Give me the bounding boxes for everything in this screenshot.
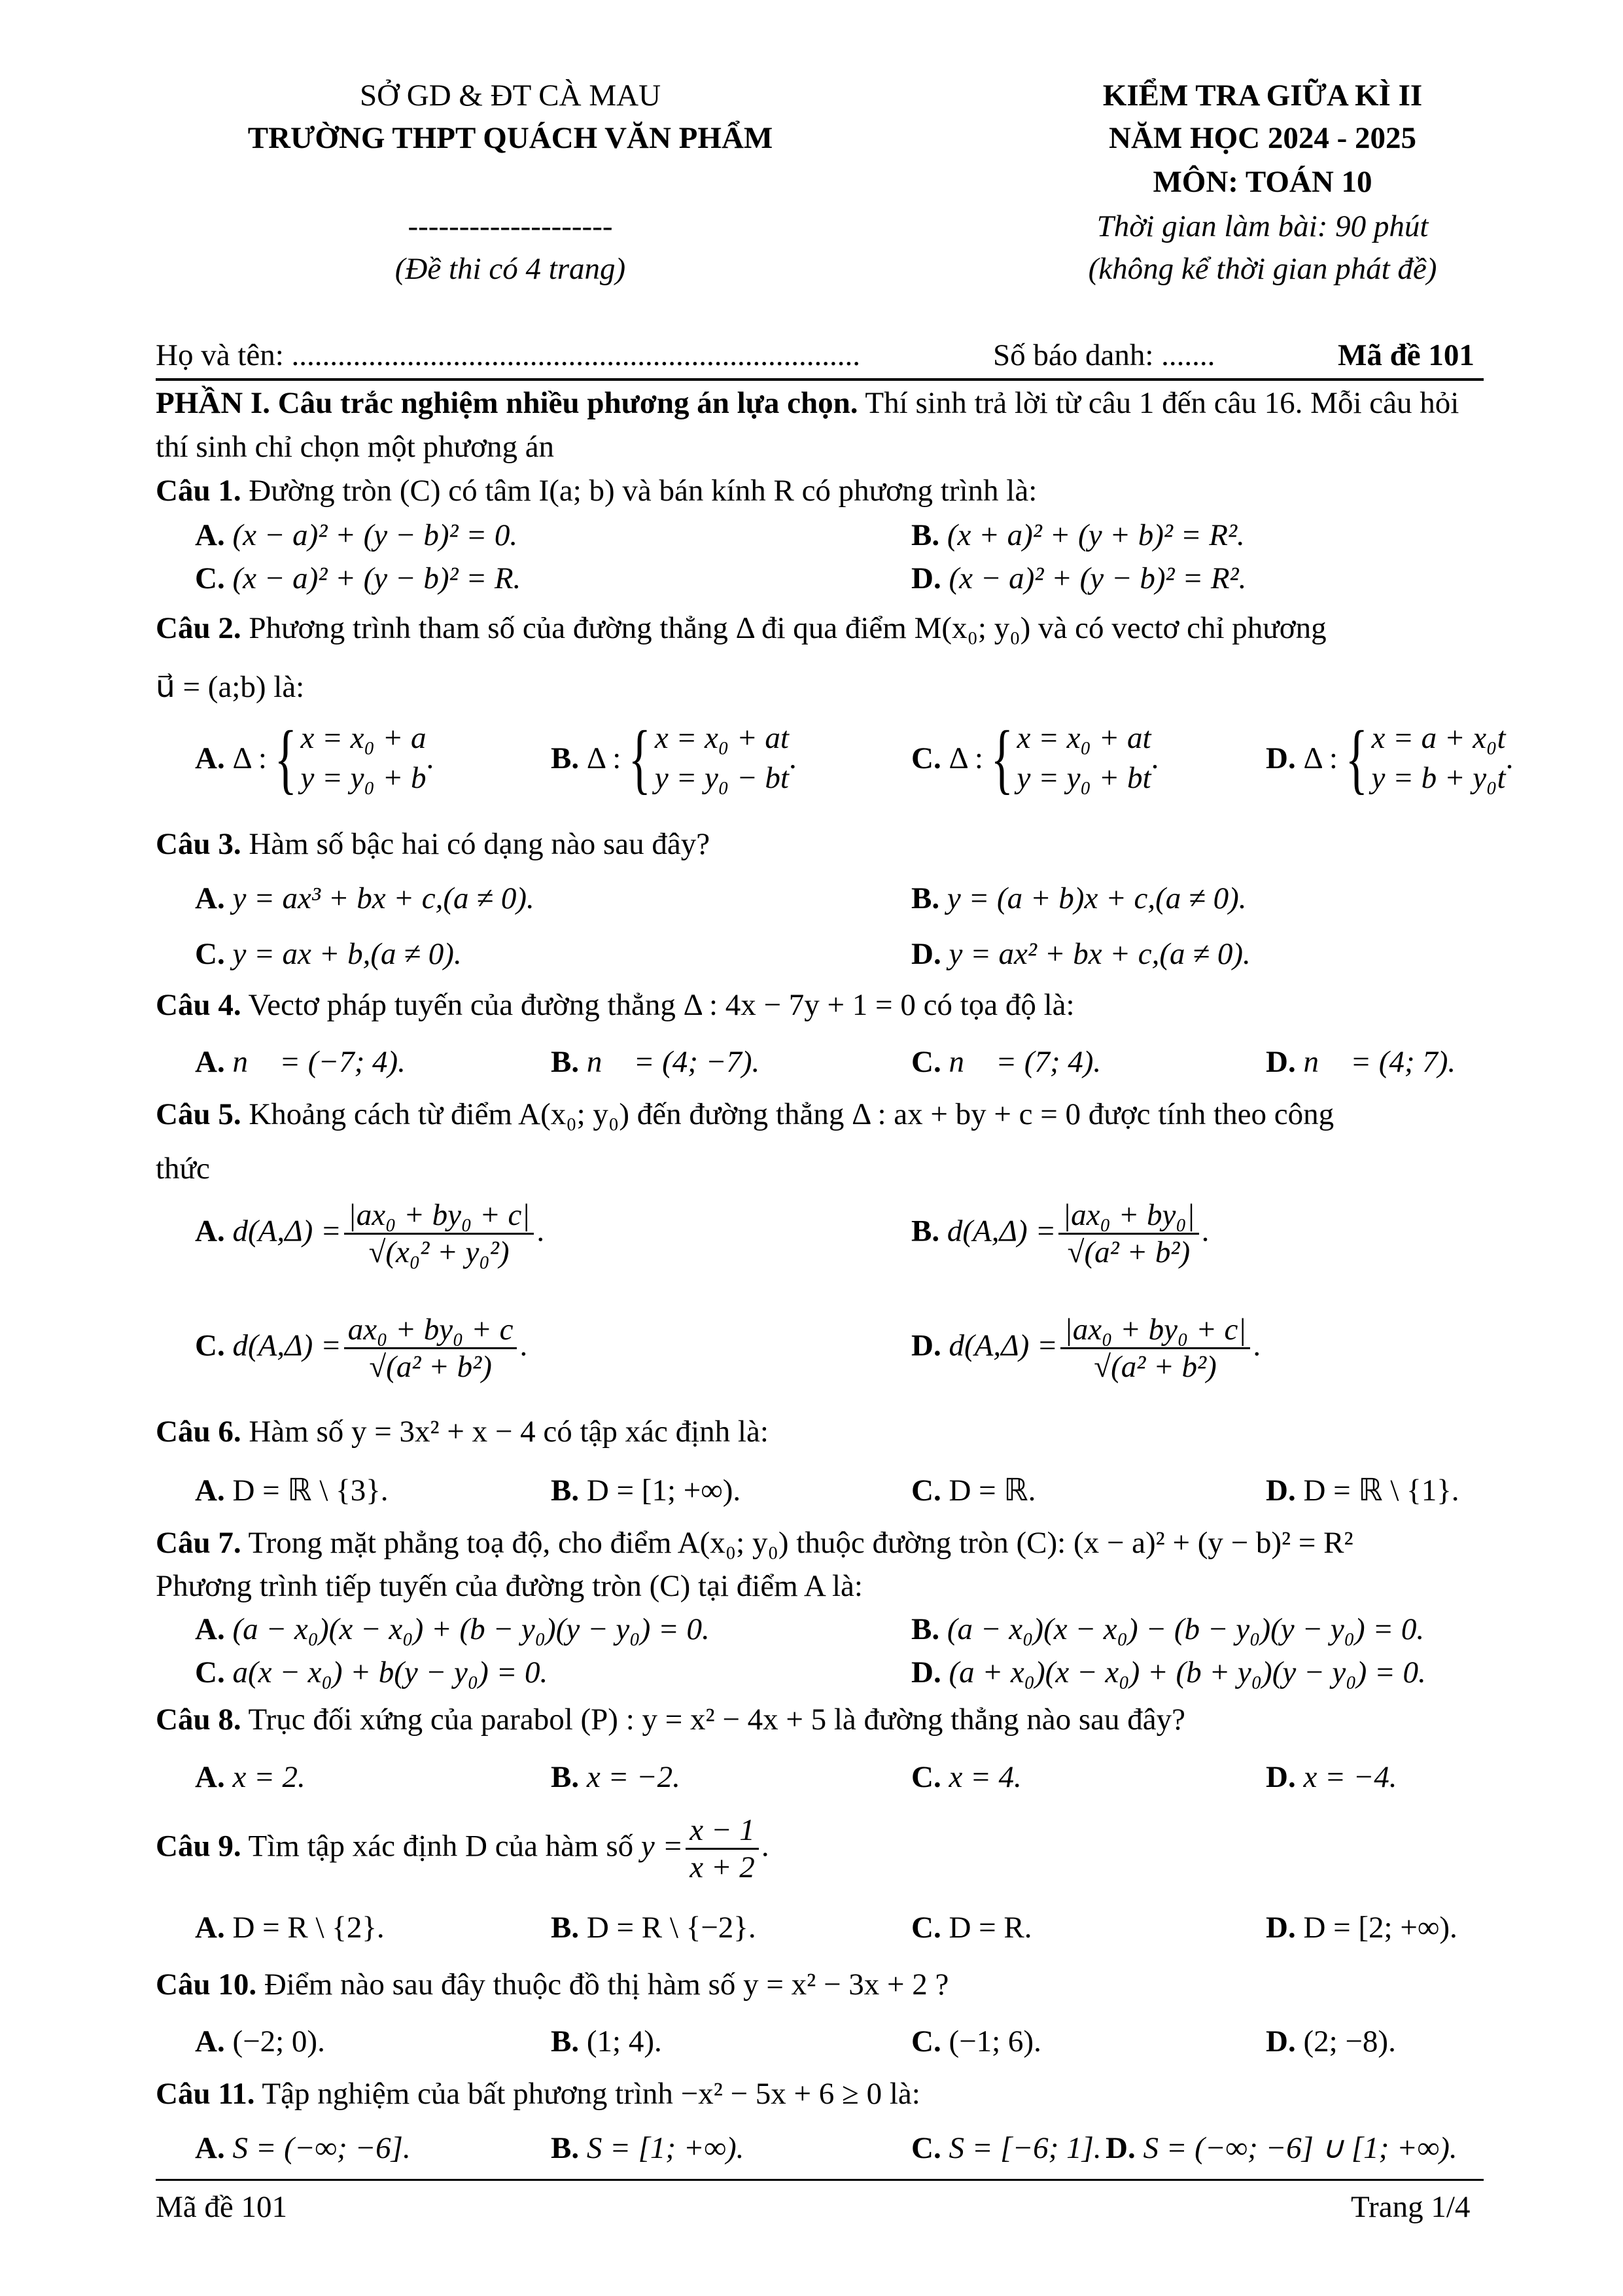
q6-option-a[interactable]: [195, 1472, 389, 1509]
q9-stem: Câu 9. Tìm tập xác định D của hàm số y = $\frac{x - 1}{x + 2}$ .: [156, 1813, 769, 1885]
option-text: (a + x₀)(x − x₀) + (b + y₀)(y − y₀) = 0.: [949, 1655, 1426, 1689]
option-text: n⃗ = (4; −7).: [586, 1045, 760, 1079]
system-row: x = x₀ + at: [654, 721, 789, 755]
q7-option-c[interactable]: [195, 1654, 548, 1691]
fraction-denominator: x + 2: [689, 1850, 755, 1885]
option-text: D = R \ {2}.: [232, 1911, 385, 1945]
q1-text: Đường tròn (C) có tâm I(a; b) và bán kính R có phương trình là:: [241, 474, 1038, 508]
option-letter: B.: [551, 2131, 580, 2165]
option-letter: C.: [911, 2131, 941, 2165]
option-letter: A.: [195, 2024, 225, 2058]
q8-option-b[interactable]: [551, 1759, 680, 1795]
part1-desc: Thí sinh trả lời từ câu 1 đến câu 16. Mỗi câu hỏi: [858, 386, 1459, 420]
option-text: D = R.: [949, 1911, 1032, 1945]
option-letter: D.: [1106, 2131, 1136, 2165]
header-divider: [156, 378, 1484, 381]
q6-text: Hàm số y = 3x² + x − 4 có tập xác định là:: [241, 1415, 769, 1449]
q4-option-c[interactable]: [911, 1044, 1101, 1080]
q1-option-b[interactable]: [911, 517, 1245, 554]
option-text: S = [−6; 1].: [949, 2131, 1102, 2165]
formula-lhs: d(A,Δ) =: [947, 1214, 1056, 1248]
q2-label: Câu 2.: [156, 611, 241, 645]
q1-option-d[interactable]: [911, 560, 1246, 597]
option-letter: C.: [195, 937, 225, 971]
formula-lhs: d(A,Δ) =: [232, 1214, 341, 1248]
q10-stem: [156, 1966, 949, 2003]
q5-option-b[interactable]: B. d(A,Δ) = $\frac{\text{|ax₀ + by₀|}}{\text{√(a² + b²)}}$ .: [911, 1198, 1210, 1270]
q5-option-a[interactable]: A. d(A,Δ) = $\frac{\text{|ax₀ + by₀ + c|}}{\text{√(x₀² + y₀²)}}$ .: [195, 1198, 545, 1270]
pages-note: (Đề thi có 4 trang): [394, 252, 626, 286]
q6-stem: [156, 1413, 769, 1450]
q2-option-b[interactable]: B. Δ : { x = x₀ + at y = y₀ − bt .: [551, 715, 797, 802]
option-text: x = 4.: [949, 1760, 1022, 1794]
option-letter: D.: [1266, 1045, 1296, 1079]
option-letter: C.: [195, 1655, 225, 1689]
q7-option-d[interactable]: [911, 1654, 1426, 1691]
q11-option-a[interactable]: [195, 2130, 411, 2166]
q11-text: Tập nghiệm của bất phương trình −x² − 5x + 6 ≥ 0 là:: [254, 2077, 920, 2111]
q10-text: Điểm nào sau đây thuộc đồ thị hàm số y = x² − 3x + 2 ?: [256, 1968, 949, 2002]
option-text: x = −2.: [586, 1760, 680, 1794]
school-name: TRƯỜNG THPT QUÁCH VĂN PHẨM: [247, 121, 773, 155]
q8-option-a[interactable]: [195, 1759, 305, 1795]
option-text: a(x − x₀) + b(y − y₀) = 0.: [232, 1655, 548, 1689]
option-text: S = [1; +∞).: [586, 2131, 744, 2165]
option-text: D = ℝ.: [949, 1474, 1036, 1508]
q4-option-d[interactable]: [1266, 1044, 1456, 1080]
option-letter: B.: [551, 1911, 580, 1945]
q9-option-d[interactable]: [1266, 1909, 1457, 1946]
q4-option-b[interactable]: [551, 1044, 759, 1080]
system-row: y = b + y₀t: [1371, 761, 1506, 796]
option-letter: B.: [911, 518, 940, 552]
q11-label: Câu 11.: [156, 2077, 255, 2111]
option-letter: A.: [195, 881, 225, 915]
option-letter: D.: [1266, 1911, 1296, 1945]
q5-option-d[interactable]: D. d(A,Δ) = $\frac{\text{|ax₀ + by₀ + c|}}{\text{√(a² + b²)}}$ .: [911, 1313, 1261, 1385]
fraction-numerator: |ax₀ + by₀ + c|: [1060, 1312, 1251, 1349]
q9-label: Câu 9.: [156, 1829, 241, 1863]
footer-page-number: Trang 1/4: [1351, 2190, 1471, 2224]
option-letter: A.: [195, 741, 225, 775]
brace-symbol: {: [990, 715, 1013, 802]
fraction-numerator: x − 1: [686, 1812, 759, 1850]
formula-lhs: d(A,Δ) =: [949, 1328, 1058, 1363]
option-text: x = −4.: [1303, 1760, 1397, 1794]
option-letter: B.: [551, 1045, 580, 1079]
option-letter: D.: [1266, 1474, 1296, 1508]
q8-label: Câu 8.: [156, 1703, 241, 1737]
option-text: (x + a)² + (y + b)² = R².: [947, 518, 1245, 552]
q8-stem: [156, 1701, 1185, 1738]
option-letter: C.: [911, 1045, 941, 1079]
q1-option-a[interactable]: [195, 517, 517, 554]
option-letter: D.: [1266, 741, 1296, 775]
option-letter: C.: [911, 1911, 941, 1945]
option-letter: D.: [1266, 1760, 1296, 1794]
option-letter: A.: [195, 518, 225, 552]
fraction-numerator: |ax₀ + by₀|: [1058, 1197, 1198, 1235]
option-text: (x − a)² + (y − b)² = R.: [232, 561, 521, 595]
option-text: (a − x₀)(x − x₀) − (b − y₀)(y − y₀) = 0.: [947, 1612, 1425, 1646]
option-text: D = [2; +∞).: [1303, 1911, 1457, 1945]
option-letter: B.: [551, 2024, 580, 2058]
q6-label: Câu 6.: [156, 1415, 241, 1449]
option-text: D = R \ {−2}.: [586, 1911, 756, 1945]
q4-stem: [156, 987, 1075, 1023]
q2-option-d[interactable]: D. Δ : { x = a + x₀t y = b + y₀t .: [1266, 715, 1514, 802]
q5-option-c[interactable]: C. d(A,Δ) = $\frac{\text{ax₀ + by₀ + c}}{\text{√(a² + b²)}}$ .: [195, 1313, 528, 1385]
q5-text: Khoảng cách từ điểm A(x₀; y₀) đến đường thẳng Δ : ax + by + c = 0 được tính theo công: [241, 1097, 1335, 1131]
q9-option-c[interactable]: [911, 1909, 1032, 1946]
q10-option-b[interactable]: [551, 2023, 662, 2060]
fraction-denominator: √(a² + b²): [1094, 1350, 1217, 1385]
system-row: y = y₀ − bt: [654, 761, 789, 796]
part1-heading: [156, 385, 1459, 421]
q5-stem: [156, 1096, 1334, 1133]
option-text: S = (−∞; −6] ∪ [1; +∞).: [1143, 2131, 1457, 2165]
fraction-denominator: √(x₀² + y₀²): [368, 1235, 510, 1270]
option-text: x = 2.: [232, 1760, 305, 1794]
option-letter: C.: [911, 1760, 941, 1794]
q1-stem: [156, 472, 1037, 509]
q7-option-a[interactable]: [195, 1611, 710, 1648]
q5-stem-line2: thức: [156, 1152, 210, 1186]
option-letter: A.: [195, 1612, 225, 1646]
footer-divider: [156, 2179, 1484, 2181]
q7-stem-line2: Phương trình tiếp tuyến của đường tròn (C) tại điểm A là:: [156, 1569, 863, 1603]
option-letter: A.: [195, 1045, 225, 1079]
exam-title: KIỂM TRA GIỮA KÌ II: [1102, 79, 1423, 113]
q2-stem: [156, 610, 1327, 646]
q2-text: Phương trình tham số của đường thẳng Δ đi qua điểm M(x₀; y₀) và có vectơ chỉ phương: [241, 611, 1327, 645]
q3-option-a[interactable]: [195, 880, 534, 917]
option-letter: B.: [911, 1214, 940, 1248]
department-name: SỞ GD & ĐT CÀ MAU: [359, 79, 661, 113]
part1-desc2: thí sinh chỉ chọn một phương án: [156, 430, 555, 464]
option-letter: B.: [551, 1760, 580, 1794]
q3-option-d[interactable]: [911, 936, 1251, 972]
q8-text: Trục đối xứng của parabol (P) : y = x² − 4x + 5 là đường thẳng nào sau đây?: [241, 1703, 1186, 1737]
system-row: x = x₀ + at: [1017, 721, 1151, 755]
subject: MÔN: TOÁN 10: [1153, 165, 1372, 199]
system-row: x = x₀ + a: [300, 721, 427, 755]
q11-stem: [156, 2075, 920, 2112]
q7-option-b[interactable]: [911, 1611, 1424, 1648]
option-text: (−1; 6).: [949, 2024, 1041, 2058]
q3-option-c[interactable]: [195, 936, 462, 972]
fraction-denominator: √(a² + b²): [369, 1350, 492, 1385]
option-text: (a − x₀)(x − x₀) + (b − y₀)(y − y₀) = 0.: [232, 1612, 710, 1646]
system-row: y = y₀ + bt: [1017, 761, 1151, 796]
q9-option-b[interactable]: [551, 1909, 756, 1946]
option-text: y = ax + b,(a ≠ 0).: [232, 937, 462, 971]
q4-text: Vectơ pháp tuyến của đường thẳng Δ : 4x − 7y + 1 = 0 có tọa độ là:: [241, 988, 1075, 1022]
option-text: S = (−∞; −6].: [232, 2131, 411, 2165]
option-text: D = ℝ \ {1}.: [1303, 1474, 1459, 1508]
exam-time: Thời gian làm bài: 90 phút: [1096, 209, 1429, 243]
exam-code: Mã đề 101: [1338, 338, 1475, 372]
q2-stem-line2: u⃗ = (a;b) là:: [156, 670, 305, 704]
option-letter: D.: [911, 1328, 941, 1363]
option-letter: B.: [911, 881, 940, 915]
option-letter: C.: [195, 1328, 225, 1363]
option-text: (x − a)² + (y − b)² = R².: [949, 561, 1247, 595]
option-letter: A.: [195, 2131, 225, 2165]
option-letter: B.: [551, 741, 580, 775]
q10-option-d[interactable]: [1266, 2023, 1396, 2060]
system-row: x = a + x₀t: [1371, 721, 1506, 755]
time-note: (không kể thời gian phát đề): [1088, 252, 1437, 286]
q3-option-b[interactable]: [911, 880, 1247, 917]
q1-option-c[interactable]: [195, 560, 521, 597]
q4-label: Câu 4.: [156, 988, 241, 1022]
q8-option-c[interactable]: [911, 1759, 1022, 1795]
brace-symbol: {: [1345, 715, 1368, 802]
q1-label: Câu 1.: [156, 474, 241, 508]
option-letter: D.: [911, 1655, 941, 1689]
q2-option-c[interactable]: C. Δ : { x = x₀ + at y = y₀ + bt .: [911, 715, 1159, 802]
q6-option-d[interactable]: [1266, 1472, 1459, 1509]
brace-symbol: {: [628, 715, 652, 802]
option-letter: B.: [911, 1612, 940, 1646]
q9-text: Tìm tập xác định D của hàm số: [241, 1829, 634, 1863]
option-text: y = (a + b)x + c,(a ≠ 0).: [947, 881, 1247, 915]
option-letter: C.: [195, 561, 225, 595]
fraction-numerator: ax₀ + by₀ + c: [344, 1312, 517, 1349]
option-text: n⃗ = (4; 7).: [1303, 1045, 1456, 1079]
fraction-numerator: |ax₀ + by₀ + c|: [344, 1197, 534, 1235]
q10-option-a[interactable]: [195, 2023, 325, 2060]
option-text: D = ℝ \ {3}.: [232, 1474, 389, 1508]
option-letter: D.: [911, 561, 941, 595]
q6-option-b[interactable]: [551, 1472, 741, 1509]
q5-label: Câu 5.: [156, 1097, 241, 1131]
option-letter: D.: [911, 937, 941, 971]
brace-symbol: {: [274, 715, 297, 802]
q7-label: Câu 7.: [156, 1526, 241, 1560]
q6-option-c[interactable]: [911, 1472, 1036, 1509]
header-dashes: --------------------: [408, 209, 613, 243]
q11-option-c[interactable]: [911, 2130, 1102, 2166]
option-letter: B.: [551, 1474, 580, 1508]
q10-label: Câu 10.: [156, 1968, 257, 2002]
option-letter: C.: [911, 1474, 941, 1508]
option-text: (−2; 0).: [232, 2024, 325, 2058]
q9-eq-lhs: y =: [640, 1829, 684, 1863]
q3-stem: [156, 826, 710, 862]
option-letter: D.: [1266, 2024, 1296, 2058]
option-letter: C.: [911, 2024, 941, 2058]
option-text: (1; 4).: [586, 2024, 662, 2058]
option-text: n⃗ = (7; 4).: [949, 1045, 1102, 1079]
q11-option-d[interactable]: [1106, 2130, 1457, 2166]
system-row: y = y₀ + b: [300, 761, 427, 796]
formula-lhs: d(A,Δ) =: [232, 1328, 341, 1363]
option-text: D = [1; +∞).: [586, 1474, 741, 1508]
q9-option-a[interactable]: [195, 1909, 385, 1946]
q7-stem: [156, 1525, 1353, 1561]
option-text: y = ax² + bx + c,(a ≠ 0).: [949, 937, 1251, 971]
option-text: (2; −8).: [1303, 2024, 1396, 2058]
q7-text: Trong mặt phẳng toạ độ, cho điểm A(x₀; y₀) thuộc đường tròn (C): (x − a)² + (y − b)² = R²: [241, 1526, 1353, 1560]
q3-label: Câu 3.: [156, 827, 241, 861]
option-letter: A.: [195, 1911, 225, 1945]
student-id-label: Số báo danh: .......: [993, 338, 1215, 372]
q3-text: Hàm số bậc hai có dạng nào sau đây?: [241, 827, 710, 861]
fraction-denominator: √(a² + b²): [1067, 1235, 1191, 1270]
option-letter: A.: [195, 1214, 225, 1248]
q8-option-d[interactable]: [1266, 1759, 1397, 1795]
student-name-label: Họ và tên: ..........................................................................: [156, 338, 861, 372]
q11-option-b[interactable]: [551, 2130, 744, 2166]
school-year: NĂM HỌC 2024 - 2025: [1109, 121, 1416, 155]
option-text: y = ax³ + bx + c,(a ≠ 0).: [232, 881, 534, 915]
q10-option-c[interactable]: [911, 2023, 1041, 2060]
footer-exam-code: Mã đề 101: [156, 2190, 288, 2224]
option-letter: C.: [911, 741, 941, 775]
option-text: n⃗ = (−7; 4).: [232, 1045, 406, 1079]
option-letter: A.: [195, 1474, 225, 1508]
q2-option-a[interactable]: A. Δ : { x = x₀ + a y = y₀ + b .: [195, 715, 434, 802]
option-letter: A.: [195, 1760, 225, 1794]
option-text: (x − a)² + (y − b)² = 0.: [232, 518, 518, 552]
q4-option-a[interactable]: [195, 1044, 406, 1080]
part1-title: PHẦN I. Câu trắc nghiệm nhiều phương án lựa chọn.: [156, 386, 858, 420]
